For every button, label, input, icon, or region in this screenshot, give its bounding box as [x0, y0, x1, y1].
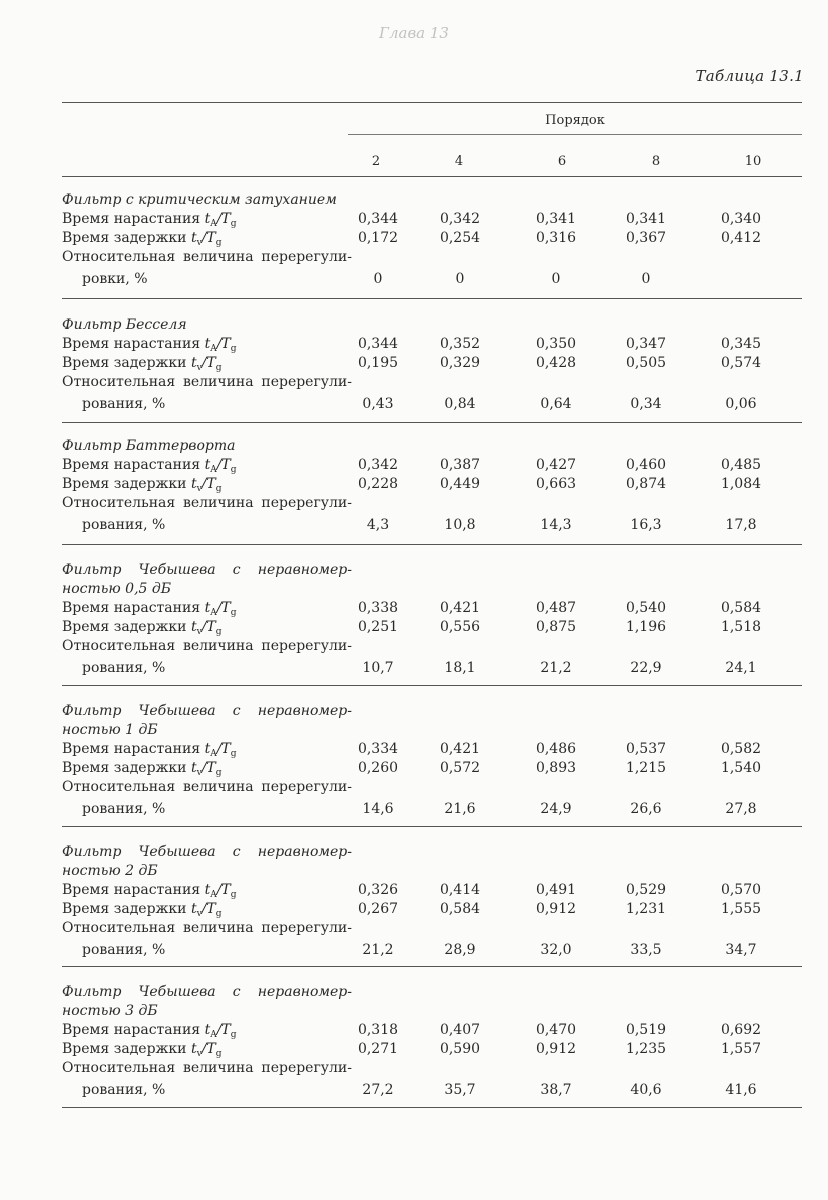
value-cell: 0,540 [625, 600, 667, 616]
value-cell: 0,912 [535, 1041, 577, 1057]
group-separator-rule [62, 685, 802, 686]
value-cell: 1,557 [720, 1041, 762, 1057]
value-cell: 0,251 [357, 619, 399, 635]
value-cell: 0,590 [439, 1041, 481, 1057]
overshoot-label-line2: рования, % [82, 517, 166, 533]
delay-time-row [62, 900, 802, 919]
value-cell: 0,414 [439, 882, 481, 898]
value-cell: 1,518 [720, 619, 762, 635]
table-caption: Таблица 13.1 [695, 67, 804, 85]
column-order-2: 2 [371, 154, 381, 169]
value-cell: 41,6 [725, 1082, 757, 1098]
value-cell: 33,5 [630, 942, 662, 958]
group-separator-rule [62, 298, 802, 299]
group-title-line1: Фильтр Чебышева с неравномер- [62, 984, 352, 1000]
column-order-8: 8 [651, 154, 661, 169]
overshoot-label-line2: рования, % [82, 801, 166, 817]
value-cell: 10,8 [444, 517, 476, 533]
column-header-rule [62, 176, 802, 177]
value-cell: 0,572 [439, 760, 481, 776]
group-title [62, 983, 352, 1021]
value-cell: 0,570 [720, 882, 762, 898]
filter-group-bessel [62, 316, 802, 417]
value-cell: 21,2 [362, 942, 394, 958]
overshoot-label-row [62, 778, 802, 797]
overshoot-label-line1: Относительная величина перерегули- [62, 638, 352, 654]
overshoot-label-line1: Относительная величина перерегули- [62, 374, 352, 390]
column-order-10: 10 [744, 154, 762, 169]
value-cell: 0,556 [439, 619, 481, 635]
overshoot-row [62, 938, 802, 963]
group-title-line2: ностью 3 дБ [62, 1003, 158, 1019]
overshoot-row [62, 1078, 802, 1103]
delay-time-label: Время задержки $t_v/T_g$ [62, 1041, 222, 1059]
value-cell: 0,06 [725, 396, 757, 412]
group-separator-rule [62, 966, 802, 967]
value-cell: 0,350 [535, 336, 577, 352]
delay-time-label: Время задержки $t_v/T_g$ [62, 901, 222, 919]
value-cell: 0,260 [357, 760, 399, 776]
group-title-line1: Фильтр Чебышева с неравномер- [62, 562, 352, 578]
value-cell: 0 [455, 271, 465, 287]
overshoot-label-line1: Относительная величина перерегули- [62, 495, 352, 511]
overshoot-label-line2: рования, % [82, 396, 166, 412]
delay-time-row [62, 354, 802, 373]
value-cell: 38,7 [540, 1082, 572, 1098]
rise-time-row [62, 881, 802, 900]
overshoot-row [62, 656, 802, 681]
value-cell: 28,9 [444, 942, 476, 958]
value-cell: 32,0 [540, 942, 572, 958]
value-cell: 0,529 [625, 882, 667, 898]
value-cell: 0,428 [535, 355, 577, 371]
value-cell: 18,1 [444, 660, 476, 676]
value-cell: 0,326 [357, 882, 399, 898]
overshoot-row [62, 513, 802, 538]
value-cell: 1,215 [625, 760, 667, 776]
filter-group-chebyshev-1db [62, 702, 802, 822]
rise-time-row [62, 335, 802, 354]
value-cell: 0 [641, 271, 651, 287]
value-cell: 0,460 [625, 457, 667, 473]
group-title: Фильтр Бесселя [62, 317, 187, 333]
delay-time-row [62, 759, 802, 778]
value-cell: 1,540 [720, 760, 762, 776]
value-cell: 34,7 [725, 942, 757, 958]
table-bottom-rule [62, 1107, 802, 1108]
value-cell: 0,487 [535, 600, 577, 616]
rise-time-row [62, 210, 802, 229]
value-cell: 16,3 [630, 517, 662, 533]
rise-time-row [62, 740, 802, 759]
value-cell: 0,485 [720, 457, 762, 473]
value-cell: 26,6 [630, 801, 662, 817]
overshoot-label-line2: рования, % [82, 1082, 166, 1098]
value-cell: 14,6 [362, 801, 394, 817]
value-cell: 0,491 [535, 882, 577, 898]
value-cell: 0,347 [625, 336, 667, 352]
filter-group-critical-damping [62, 191, 802, 292]
overshoot-label-line1: Относительная величина перерегули- [62, 779, 352, 795]
rise-time-row [62, 599, 802, 618]
overshoot-row [62, 267, 802, 292]
delay-time-label: Время задержки $t_v/T_g$ [62, 476, 222, 494]
value-cell: 0,912 [535, 901, 577, 917]
value-cell: 0,341 [625, 211, 667, 227]
group-separator-rule [62, 826, 802, 827]
group-title: Фильтр Баттерворта [62, 438, 236, 454]
overshoot-row [62, 392, 802, 417]
overshoot-label-row [62, 637, 802, 656]
group-title [62, 702, 352, 740]
value-cell: 1,196 [625, 619, 667, 635]
overshoot-label-row [62, 919, 802, 938]
value-cell: 0,267 [357, 901, 399, 917]
group-title [62, 843, 352, 881]
rise-time-row [62, 456, 802, 475]
delay-time-row [62, 1040, 802, 1059]
rise-time-label: Время нарастания $t_A/T_g$ [62, 1022, 237, 1040]
group-title-line1: Фильтр Чебышева с неравномер- [62, 703, 352, 719]
value-cell: 0,64 [540, 396, 572, 412]
value-cell: 0,334 [357, 741, 399, 757]
value-cell: 0,345 [720, 336, 762, 352]
overshoot-label-line1: Относительная величина перерегули- [62, 1060, 352, 1076]
value-cell: 0,519 [625, 1022, 667, 1038]
table-top-rule [62, 102, 802, 103]
value-cell: 0,271 [357, 1041, 399, 1057]
overshoot-label-line1: Относительная величина перерегули- [62, 249, 352, 265]
value-cell: 0,172 [357, 230, 399, 246]
value-cell: 0,316 [535, 230, 577, 246]
value-cell: 0,329 [439, 355, 481, 371]
value-cell: 0,387 [439, 457, 481, 473]
value-cell: 0,195 [357, 355, 399, 371]
value-cell: 0 [373, 271, 383, 287]
value-cell: 0,228 [357, 476, 399, 492]
group-title-line1: Фильтр Чебышева с неравномер- [62, 844, 352, 860]
order-header-rule [348, 134, 802, 135]
value-cell: 0,582 [720, 741, 762, 757]
value-cell: 21,6 [444, 801, 476, 817]
overshoot-label-row [62, 248, 802, 267]
value-cell: 0,421 [439, 741, 481, 757]
value-cell: 0,407 [439, 1022, 481, 1038]
rise-time-label: Время нарастания $t_A/T_g$ [62, 211, 237, 229]
delay-time-row [62, 475, 802, 494]
order-header-label: Порядок [545, 113, 605, 128]
group-separator-rule [62, 422, 802, 423]
value-cell: 0,537 [625, 741, 667, 757]
value-cell: 0,874 [625, 476, 667, 492]
overshoot-label-line2: рования, % [82, 660, 166, 676]
overshoot-label-line2: рования, % [82, 942, 166, 958]
rise-time-label: Время нарастания $t_A/T_g$ [62, 882, 237, 900]
overshoot-label-row [62, 494, 802, 513]
rise-time-label: Время нарастания $t_A/T_g$ [62, 336, 237, 354]
rise-time-label: Время нарастания $t_A/T_g$ [62, 457, 237, 475]
value-cell: 24,1 [725, 660, 757, 676]
value-cell: 4,3 [366, 517, 390, 533]
group-title-line2: ностью 0,5 дБ [62, 581, 172, 597]
value-cell: 35,7 [444, 1082, 476, 1098]
value-cell: 0,449 [439, 476, 481, 492]
value-cell: 1,235 [625, 1041, 667, 1057]
group-title: Фильтр с критическим затуханием [62, 192, 337, 208]
value-cell: 0,584 [720, 600, 762, 616]
value-cell: 0,574 [720, 355, 762, 371]
value-cell: 0,412 [720, 230, 762, 246]
value-cell: 0 [551, 271, 561, 287]
value-cell: 0,893 [535, 760, 577, 776]
value-cell: 0,318 [357, 1022, 399, 1038]
rise-time-label: Время нарастания $t_A/T_g$ [62, 600, 237, 618]
value-cell: 0,427 [535, 457, 577, 473]
value-cell: 17,8 [725, 517, 757, 533]
value-cell: 0,421 [439, 600, 481, 616]
group-title [62, 561, 352, 599]
filter-group-chebyshev-2db [62, 843, 802, 963]
overshoot-label-row [62, 1059, 802, 1078]
filter-group-chebyshev-0-5db [62, 561, 802, 681]
value-cell: 24,9 [540, 801, 572, 817]
value-cell: 21,2 [540, 660, 572, 676]
value-cell: 0,584 [439, 901, 481, 917]
value-cell: 0,341 [535, 211, 577, 227]
value-cell: 0,692 [720, 1022, 762, 1038]
value-cell: 27,2 [362, 1082, 394, 1098]
overshoot-label-row [62, 373, 802, 392]
delay-time-label: Время задержки $t_v/T_g$ [62, 619, 222, 637]
filter-group-chebyshev-3db [62, 983, 802, 1103]
value-cell: 0,340 [720, 211, 762, 227]
delay-time-row [62, 229, 802, 248]
running-head: Глава 13 [379, 24, 449, 42]
overshoot-label-line2: ровки, % [82, 271, 148, 287]
delay-time-label: Время задержки $t_v/T_g$ [62, 230, 222, 248]
column-order-4: 4 [454, 154, 464, 169]
group-title-line2: ностью 2 дБ [62, 863, 158, 879]
value-cell: 22,9 [630, 660, 662, 676]
value-cell: 0,875 [535, 619, 577, 635]
overshoot-label-line1: Относительная величина перерегули- [62, 920, 352, 936]
overshoot-row [62, 797, 802, 822]
value-cell: 0,43 [362, 396, 394, 412]
filter-group-butterworth [62, 437, 802, 538]
group-title-line2: ностью 1 дБ [62, 722, 158, 738]
value-cell: 0,505 [625, 355, 667, 371]
value-cell: 0,486 [535, 741, 577, 757]
rise-time-label: Время нарастания $t_A/T_g$ [62, 741, 237, 759]
value-cell: 0,352 [439, 336, 481, 352]
value-cell: 40,6 [630, 1082, 662, 1098]
value-cell: 0,344 [357, 211, 399, 227]
value-cell: 10,7 [362, 660, 394, 676]
value-cell: 1,231 [625, 901, 667, 917]
delay-time-row [62, 618, 802, 637]
value-cell: 0,338 [357, 600, 399, 616]
value-cell: 0,342 [439, 211, 481, 227]
delay-time-label: Время задержки $t_v/T_g$ [62, 355, 222, 373]
value-cell: 0,367 [625, 230, 667, 246]
value-cell: 0,470 [535, 1022, 577, 1038]
column-order-6: 6 [557, 154, 567, 169]
rise-time-row [62, 1021, 802, 1040]
value-cell: 14,3 [540, 517, 572, 533]
value-cell: 1,084 [720, 476, 762, 492]
value-cell: 0,663 [535, 476, 577, 492]
value-cell: 0,342 [357, 457, 399, 473]
value-cell: 27,8 [725, 801, 757, 817]
value-cell: 1,555 [720, 901, 762, 917]
delay-time-label: Время задержки $t_v/T_g$ [62, 760, 222, 778]
value-cell: 0,254 [439, 230, 481, 246]
value-cell: 0,34 [630, 396, 662, 412]
group-separator-rule [62, 544, 802, 545]
value-cell: 0,84 [444, 396, 476, 412]
value-cell: 0,344 [357, 336, 399, 352]
